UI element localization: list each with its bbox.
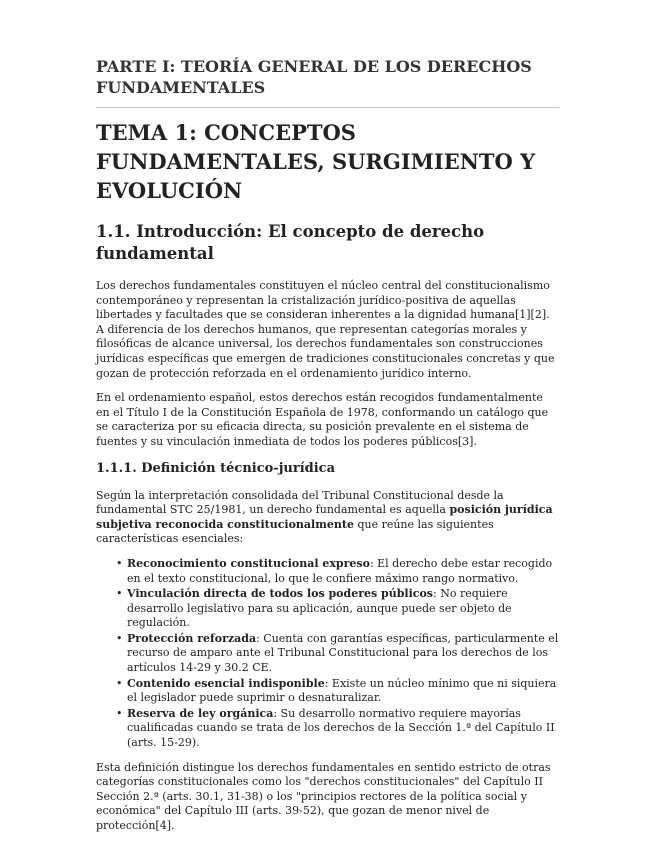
- definition-intro-bold: posición jurídica subjetiva reconocida constitucionalmente: [96, 503, 553, 531]
- list-item-text: : Existe un núcleo mínimo que ni siquiera el legislador puede suprimir o desnaturalizar.: [127, 676, 557, 705]
- section-1-1-paragraph-2: En el ordenamiento español, estos derechos están recogidos fundamentalmente en el Título I de la Constitución Española de 1978, conformando un catálogo que se caracteriza por su eficacia directa, su posición prevalente en el sistema de fuentes y su vinculación inmediata de todos los poderes públicos[3].: [96, 391, 549, 448]
- list-item-text: : El derecho debe estar recogido en el texto constitucional, lo que le confiere máximo rango normativo.: [127, 556, 553, 585]
- tema-title: TEMA 1: CONCEPTOS FUNDAMENTALES, SURGIMIENTO Y EVOLUCIÓN: [96, 120, 536, 203]
- bullet-icon: •: [116, 556, 123, 570]
- list-item: [116, 631, 559, 676]
- list-item-text: : Su desarrollo normativo requiere mayorías cualificadas cuando se trata de los derechos de la Sección 1.ª del Capítulo II (arts. 15-29).: [127, 706, 555, 750]
- bullet-icon: •: [116, 631, 123, 645]
- bullet-icon: •: [116, 706, 123, 720]
- section-1-1-heading: 1.1. Introducción: El concepto de derecho fundamental: [96, 222, 485, 263]
- bullet-icon: •: [116, 587, 123, 601]
- divider: [96, 107, 559, 108]
- definition-intro: [96, 489, 559, 547]
- closing-paragraph: Esta definición distingue los derechos fundamentales en sentido estricto de otras categorías constitucionales como los "derechos constitucionales" del Capítulo II Sección 2.ª (arts. 30.1, 31-38) o los "principios rectores de la política social y económica" del Capítulo III (arts. 39-52), que gozan de menor nivel de protección[4].: [96, 760, 551, 832]
- part-title: PARTE I: TEORÍA GENERAL DE LOS DERECHOS FUNDAMENTALES: [96, 57, 532, 97]
- list-item: [116, 587, 559, 631]
- list-item: [116, 706, 559, 751]
- list-item-term: Vinculación directa de todos los poderes públicos: [127, 587, 433, 601]
- list-item-text: : No requiere desarrollo legislativo para su aplicación, aunque puede ser objeto de regulación.: [127, 587, 512, 630]
- definition-intro-end: que reúne las siguientes características esenciales:: [96, 517, 494, 546]
- section-1-1-1-heading: 1.1.1. Definición técnico-jurídica: [96, 460, 336, 476]
- list-item-text: : Cuenta con garantías específicas, particularmente el recurso de amparo ante el Tribunal Constitucional para los derechos de los artículos 14-29 y 30.2 CE.: [127, 631, 559, 675]
- list-item-term: Protección reforzada: [127, 631, 257, 645]
- list-item-term: Contenido esencial indisponible: [127, 676, 325, 690]
- list-item-term: Reserva de ley orgánica: [127, 706, 274, 720]
- list-item-term: Reconocimiento constitucional expreso: [127, 556, 370, 570]
- list-item: [116, 676, 559, 706]
- characteristics-list: [96, 557, 559, 751]
- list-item: [116, 556, 559, 586]
- definition-intro-start: Según la interpretación consolidada del Tribunal Constitucional desde la fundamental STC 25/1981, un derecho fundamental es aquella: [96, 488, 504, 517]
- section-1-1-paragraph-1: Los derechos fundamentales constituyen el núcleo central del constitucionalismo contemporáneo y representan la cristalización jurídico-positiva de aquellas libertades y facultades que se consideran inherentes a la dignidad humana[1][2]. A diferencia de los derechos humanos, que representan categorías morales y filosóficas de alcance universal, los derechos fundamentales son construcciones jurídicas específicas que emergen de tradiciones constitucionales concretas y que gozan de protección reforzada en el ordenamiento jurídico interno.: [96, 279, 555, 380]
- bullet-icon: •: [116, 676, 123, 690]
